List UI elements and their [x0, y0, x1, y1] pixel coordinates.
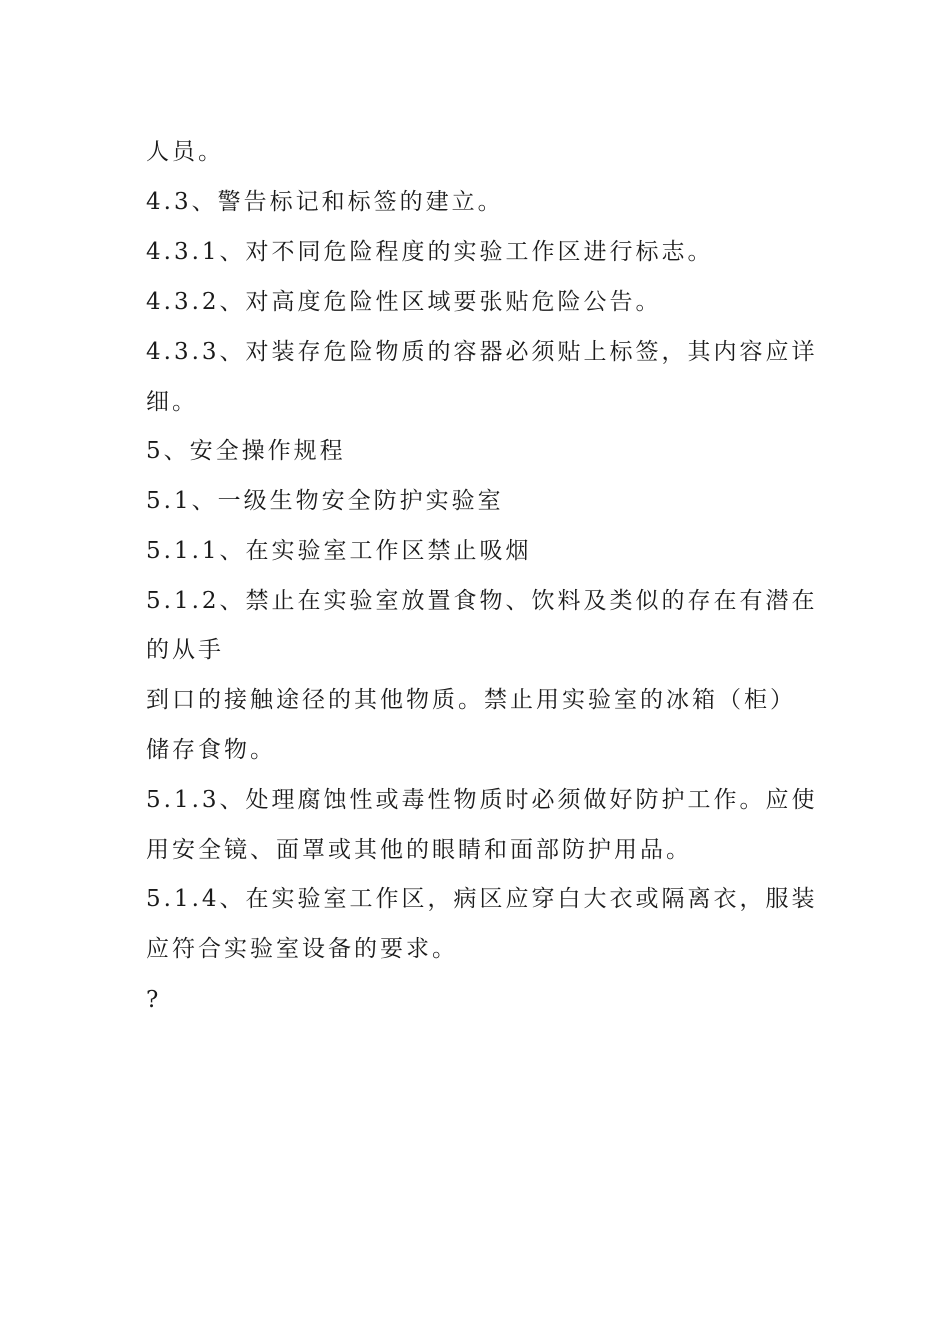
stray-question-mark: ?	[146, 987, 162, 1013]
text-line: 4.3.1、对不同危险程度的实验工作区进行标志。	[146, 239, 714, 265]
text-line: 4.3.2、对高度危险性区域要张贴危险公告。	[146, 289, 662, 315]
section-heading-4-3: 4.3、警告标记和标签的建立。	[146, 189, 504, 215]
text-line: 4.3.3、对装存危险物质的容器必须贴上标签，其内容应详	[146, 339, 818, 365]
text-line: 应符合实验室设备的要求。	[146, 936, 458, 962]
text-line: 到口的接触途径的其他物质。禁止用实验室的冰箱（柜）	[146, 687, 796, 713]
text-line: 5.1.1、在实验室工作区禁止吸烟	[146, 538, 532, 564]
text-line: 用安全镜、面罩或其他的眼睛和面部防护用品。	[146, 837, 692, 863]
section-heading-5: 5、安全操作规程	[146, 438, 346, 464]
section-heading-5-1: 5.1、一级生物安全防护实验室	[146, 488, 504, 514]
text-line: 细。	[146, 389, 198, 415]
text-line: 储存食物。	[146, 737, 276, 763]
text-line: 5.1.4、在实验室工作区，病区应穿白大衣或隔离衣，服装	[146, 886, 818, 912]
text-line: 5.1.2、禁止在实验室放置食物、饮料及类似的存在有潜在	[146, 588, 818, 614]
text-line: 5.1.3、处理腐蚀性或毒性物质时必须做好防护工作。应使	[146, 787, 818, 813]
text-line: 的从手	[146, 637, 224, 663]
text-line: 人员。	[146, 139, 224, 165]
